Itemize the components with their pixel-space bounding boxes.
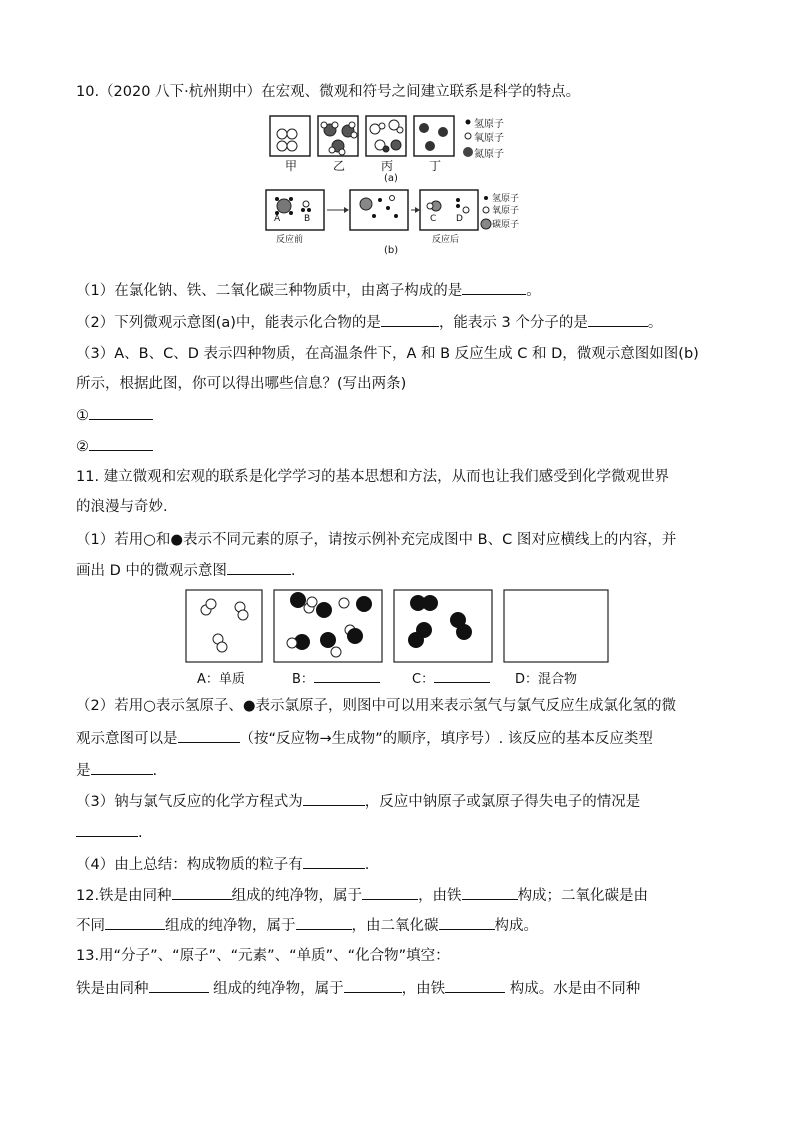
- box-b-caption: B：: [292, 668, 380, 687]
- legend-b: [481, 196, 491, 229]
- answer-blank[interactable]: [588, 312, 648, 327]
- q12-line1: 12.铁是由同种 组成的纯净物，属于 ，由铁 构成；二氧化碳是由: [76, 885, 648, 906]
- letter-c: C: [430, 214, 437, 224]
- arrow-1: [327, 207, 349, 213]
- answer-blank[interactable]: [296, 915, 352, 930]
- q10-answer2: ②: [76, 436, 153, 457]
- q11-boxes: [184, 588, 614, 668]
- q11-part3-line2: .: [76, 822, 143, 843]
- panel-label-bing: 丙: [381, 159, 394, 173]
- answer-blank[interactable]: [381, 312, 439, 327]
- figure-a-label: (a): [384, 173, 398, 184]
- legend-a-oxygen: 氧原子: [474, 133, 504, 144]
- panel-ding: [414, 116, 454, 156]
- q11-part1-line2: 画出 D 中的微观示意图 .: [76, 560, 296, 581]
- answer-blank[interactable]: [76, 822, 138, 837]
- q12-line2: 不同 组成的纯净物，属于 ，由二氧化碳 构成。: [76, 915, 538, 936]
- box-c: [394, 590, 492, 662]
- arrow-2: [411, 207, 420, 213]
- q11-title-line1: 11. 建立微观和宏观的联系是化学学习的基本思想和方法，从而也让我们感受到化学微观世界: [76, 469, 670, 485]
- box-a-caption: A：单质: [197, 672, 245, 687]
- answer-blank[interactable]: [462, 885, 518, 900]
- middle-box: [350, 190, 408, 230]
- legend-b-hydrogen: 氢原子: [492, 194, 520, 204]
- panel-bing: [366, 116, 406, 156]
- box-b: [274, 590, 382, 662]
- letter-b: B: [304, 214, 311, 224]
- q10-title: 10.（2020 八下·杭州期中）在宏观、微观和符号之间建立联系是科学的特点。: [76, 84, 581, 100]
- q11-part2-line3: 是 .: [76, 760, 157, 781]
- figure-b-label: (b): [384, 245, 399, 256]
- answer-blank[interactable]: [149, 978, 209, 993]
- answer-blank[interactable]: [172, 885, 232, 900]
- q10-part1: （1）在氯化钠、铁、二氧化碳三种物质中，由离子构成的是 。: [76, 280, 541, 301]
- after-box: [420, 190, 478, 230]
- box-a: [186, 590, 262, 662]
- panel-jia: [270, 116, 310, 156]
- answer-blank[interactable]: [91, 760, 153, 775]
- answer-blank[interactable]: [89, 405, 153, 420]
- box-d: [504, 590, 608, 662]
- q10-answer1: ①: [76, 405, 153, 426]
- answer-blank[interactable]: [227, 560, 291, 575]
- q11-part2-line2: 观示意图可以是 （按“反应物→生成物”的顺序，填序号）. 该反应的基本反应类型: [76, 728, 653, 749]
- q10-part3-line1: （3）A、B、C、D 表示四种物质，在高温条件下，A 和 B 反应生成 C 和 D，微观示意图如图(b): [76, 346, 699, 362]
- q11-part3-line1: （3）钠与氯气反应的化学方程式为 ，反应中钠原子或氯原子得失电子的情况是: [76, 791, 640, 812]
- legend-b-carbon: 碳原子: [492, 220, 520, 230]
- letter-a: A: [274, 214, 281, 224]
- q10-part3-line2: 所示，根据此图，你可以得出哪些信息？(写出两条): [76, 376, 407, 392]
- q11-part1-line1: （1）若用○和●表示不同元素的原子，请按示例补充完成图中 B、C 图对应横线上的内容，并: [76, 532, 677, 548]
- q10-part2: （2）下列微观示意图(a)中，能表示化合物的是 ，能表示 3 个分子的是 。: [76, 312, 662, 333]
- q11-title-line2: 的浪漫与奇妙.: [76, 499, 168, 515]
- answer-blank[interactable]: [89, 436, 153, 451]
- answer-blank[interactable]: [178, 728, 240, 743]
- answer-blank[interactable]: [105, 915, 165, 930]
- panel-yi: [318, 116, 358, 156]
- legend-a: [463, 120, 473, 158]
- answer-blank[interactable]: [344, 978, 402, 993]
- legend-b-oxygen: 氧原子: [492, 206, 520, 216]
- answer-blank[interactable]: [462, 280, 526, 295]
- q13-line1: 铁是由同种 组成的纯净物，属于 ，由铁 构成。水是由不同种: [76, 978, 640, 999]
- answer-blank[interactable]: [303, 791, 365, 806]
- box-c-caption: C：: [412, 668, 490, 687]
- q13-title: 13.用“分子”、“原子”、“元素”、“单质”、“化合物”填空：: [76, 948, 450, 964]
- answer-blank[interactable]: [445, 978, 505, 993]
- answer-blank[interactable]: [314, 670, 380, 683]
- panel-label-jia: 甲: [285, 159, 298, 173]
- legend-a-nitrogen: 氮原子: [474, 149, 504, 160]
- legend-a-hydrogen: 氢原子: [474, 119, 504, 130]
- before-box: [266, 190, 324, 230]
- answer-blank[interactable]: [434, 670, 490, 683]
- panel-label-yi: 乙: [333, 159, 346, 173]
- q11-part2-line1: （2）若用○表示氢原子、●表示氯原子，则图中可以用来表示氢气与氯气反应生成氯化氢的微: [76, 698, 677, 714]
- answer-blank[interactable]: [303, 854, 365, 869]
- before-label: 反应前: [276, 235, 304, 245]
- box-d-caption: D：混合物: [515, 672, 578, 687]
- q11-part4: （4）由上总结：构成物质的粒子有 .: [76, 854, 369, 875]
- letter-d: D: [456, 214, 463, 224]
- answer-blank[interactable]: [362, 885, 418, 900]
- panel-label-ding: 丁: [429, 159, 442, 173]
- after-label: 反应后: [432, 235, 460, 245]
- answer-blank[interactable]: [439, 915, 495, 930]
